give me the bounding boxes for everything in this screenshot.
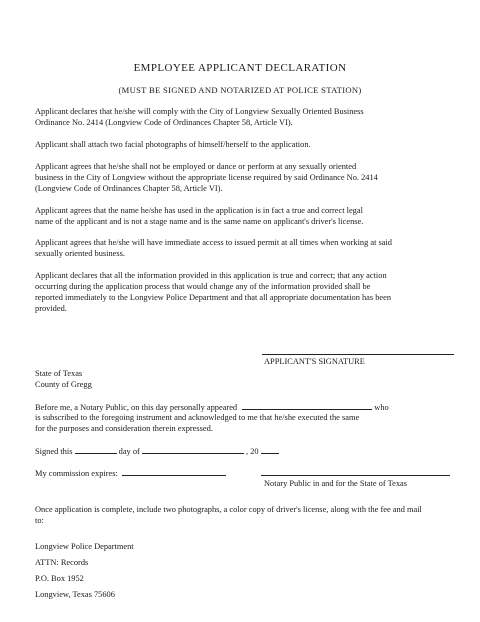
address-line: ATTN: Records [35, 558, 89, 567]
paragraph-line: to: [35, 516, 44, 525]
mailing-address [35, 539, 134, 603]
paragraph-line: provided. [35, 304, 67, 313]
signed-month-field[interactable] [142, 445, 244, 454]
paragraph-line: Ordinance No. 2414 (Longview Code of Ordinances Chapter 58, Article VI). [35, 118, 293, 127]
paragraph-line: name of the applicant and is not a stage name and is the same name on applicant's driver's license. [35, 217, 364, 226]
paragraph-permit-access [35, 237, 392, 259]
applicant-signature-line[interactable] [262, 354, 454, 355]
notary-statement-text: who [374, 403, 389, 412]
address-line: P.O. Box 1952 [35, 574, 84, 583]
paragraph-line: Applicant agrees that he/she shall not be employed or dance or perform at any sexually oriented [35, 162, 357, 171]
paragraph-information-true [35, 270, 391, 314]
day-of-label: day of [118, 447, 140, 456]
address-line: Longview, Texas 75606 [35, 590, 115, 599]
document-subtitle: (MUST BE SIGNED AND NOTARIZED AT POLICE STATION) [118, 85, 362, 95]
notary-statement-line3: for the purposes and consideration therein expressed. [35, 424, 213, 433]
paragraph-line: Applicant agrees that he/she will have immediate access to issued permit at all times when working at said [35, 238, 392, 247]
appeared-name-field[interactable] [242, 401, 372, 410]
paragraph-line: Applicant shall attach two facial photographs of himself/herself to the application. [35, 140, 311, 149]
paragraph-line: business in the City of Longview without the appropriate license required by said Ordinance No. 2414 [35, 173, 378, 182]
year-prefix-label: , 20 [246, 447, 259, 456]
address-line: Longview Police Department [35, 542, 134, 551]
notary-statement-line2: is subscribed to the foregoing instrument and acknowledged to me that he/she executed the same [35, 413, 360, 422]
paragraph-legal-name [35, 205, 363, 227]
signed-date-row [35, 445, 279, 457]
applicant-signature-label: APPLICANT'S SIGNATURE [264, 357, 365, 366]
document-title: EMPLOYEE APPLICANT DECLARATION [133, 62, 347, 74]
paragraph-line: sexually oriented business. [35, 249, 126, 258]
paragraph-line: Applicant declares that all the information provided in this application is true and correct; that any action [35, 271, 387, 280]
signed-this-label: Signed this [35, 447, 73, 456]
closing-instruction [35, 504, 422, 526]
commission-label: My commission expires: [35, 469, 118, 478]
paragraph-license [35, 161, 378, 194]
venue-county: County of Gregg [35, 380, 92, 389]
signed-day-field[interactable] [75, 445, 117, 454]
notary-statement-text: Before me, a Notary Public, on this day personally appeared [35, 403, 238, 412]
paragraph-line: Applicant declares that he/she will comply with the City of Longview Sexually Oriented Business [35, 107, 364, 116]
signed-year-field[interactable] [261, 445, 279, 454]
notary-signature-line[interactable] [261, 475, 450, 476]
paragraph-compliance [35, 106, 364, 128]
notary-public-label: Notary Public in and for the State of Texas [264, 479, 407, 488]
venue-state: State of Texas [35, 369, 83, 378]
commission-row [35, 467, 226, 479]
paragraph-line: Applicant agrees that the name he/she has used in the application is in fact a true and correct legal [35, 206, 363, 215]
paragraph-line: Once application is complete, include two photographs, a color copy of driver's license, along with the fee and mail [35, 505, 422, 514]
paragraph-line: (Longview Code of Ordinances Chapter 58, Article VI). [35, 184, 223, 193]
commission-expiry-field[interactable] [122, 467, 226, 476]
paragraph-line: occurring during the application process that would change any of the information provided shall be [35, 282, 371, 291]
paragraph-photographs [35, 139, 311, 150]
paragraph-line: reported immediately to the Longview Police Department and that all appropriate documentation has been [35, 293, 392, 302]
